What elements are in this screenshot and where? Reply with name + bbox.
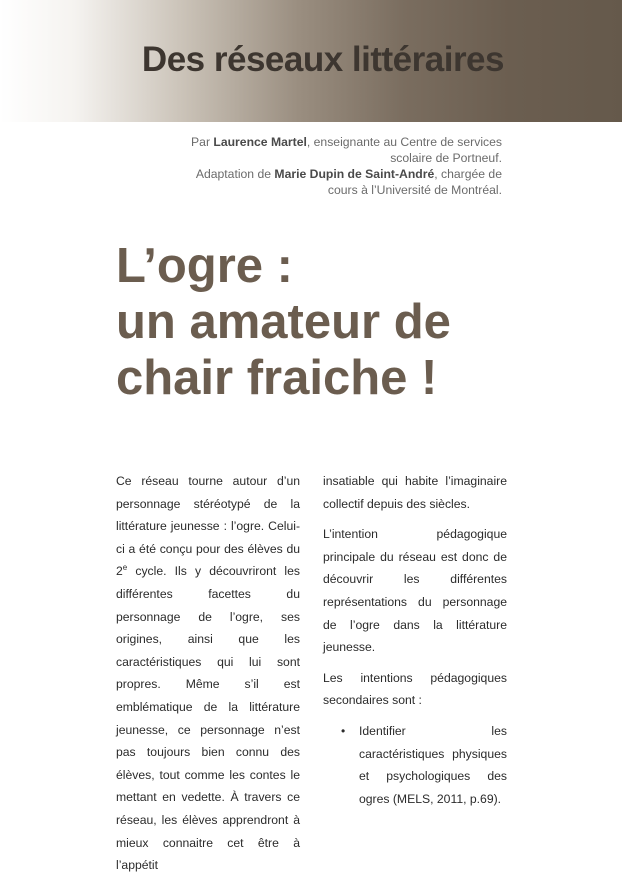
byline-adapter-affiliation: , chargée de cours à l’Université de Montréal. (327, 167, 502, 197)
byline-author-affiliation: , enseignante au Centre de services scolaire de Portneuf. (306, 135, 502, 165)
title-line-2: un amateur de (116, 295, 451, 349)
continuation-paragraph: insatiable qui habite l’imaginaire collectif depuis des siècles. (323, 474, 507, 511)
list-item (341, 720, 507, 810)
title-line-1: L’ogre : (116, 239, 293, 293)
byline-adaptation-prefix: Adaptation de (195, 167, 275, 181)
series-title: Des réseaux littéraires (141, 40, 504, 79)
secondary-intentions-list (323, 720, 507, 810)
byline-author (172, 134, 502, 166)
byline-adaptation (172, 166, 502, 198)
header-banner (0, 0, 622, 122)
byline-author-prefix: Par (191, 135, 214, 149)
title-line-3: chair fraiche ! (116, 351, 438, 405)
bullet-icon: • (341, 723, 346, 738)
body-column-right (323, 470, 507, 810)
intro-superscript: e (122, 563, 128, 573)
secondary-intentions-paragraph: Les intentions pédagogiques secondaires sont : (323, 670, 507, 708)
intro-paragraph (116, 470, 300, 877)
byline-author-name: Laurence Martel (213, 135, 307, 149)
article-title (116, 238, 451, 406)
byline-adapter-name: Marie Dupin de Saint-André (274, 167, 435, 181)
main-intention-paragraph: L’intention pédagogique principale du réseau est donc de découvrir les différentes représentations du personnage de l’ogre dans la littérature jeunesse. (323, 527, 507, 655)
intro-text-part1: Ce réseau tourne autour d’un personnage stéréotypé de la littérature jeunesse : l’ogre. Celui-ci a été conçu pour des élèves du 2 (116, 474, 300, 579)
intro-text-part2: cycle. Ils y découvriront les différentes facettes du personnage de l’ogre, ses origines, ainsi que les caractéristiques qui lui sont propres. Même s’il est emblématique de la littérature jeunesse, ce personnage n’est pas toujours bien connu des élèves, tout comme les contes le mettant en vedette. À travers ce réseau, les élèves apprendront à mieux connaitre cet être à l’appétit (116, 564, 300, 873)
body-column-left (116, 470, 300, 885)
byline (172, 134, 502, 198)
list-item-text: Identifier les caractéristiques physiques et psychologiques des ogres (MELS, 2011, p.69). (359, 723, 507, 806)
